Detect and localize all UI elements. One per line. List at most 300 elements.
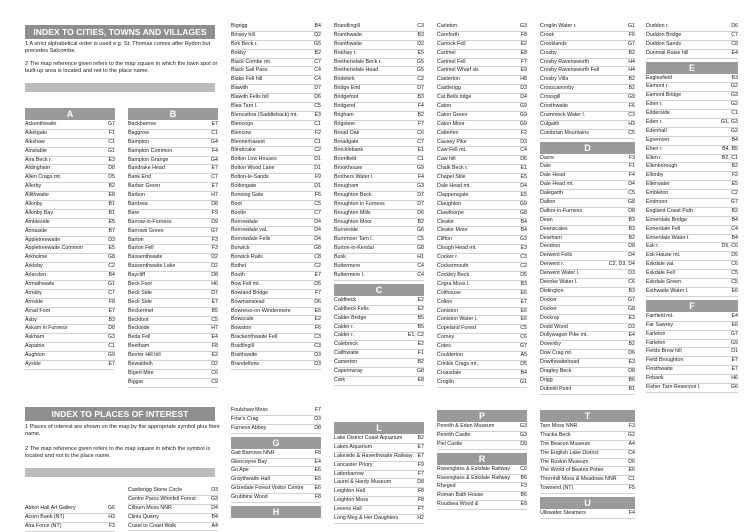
grid-reference: E6	[314, 476, 321, 483]
grid-reference: B2	[628, 49, 635, 56]
index-entry	[231, 94, 321, 103]
index-entry	[334, 488, 424, 497]
grid-reference: E3	[628, 314, 635, 321]
grid-reference: D9	[520, 440, 527, 447]
place-name: Bolton Low Houses	[231, 156, 277, 163]
index-entry	[334, 32, 424, 41]
grid-reference: G1	[627, 23, 635, 29]
grid-reference: G3	[416, 183, 424, 190]
index-entry	[25, 254, 115, 263]
grid-reference: D3	[520, 85, 527, 92]
place-name: Dalton-in-Furness	[540, 207, 583, 214]
grid-reference: C5	[417, 236, 424, 243]
index-entry	[334, 85, 424, 94]
index-entry	[646, 270, 738, 279]
place-name: Firbank	[646, 375, 664, 382]
index-entry	[437, 23, 527, 32]
letter-heading: H	[231, 506, 321, 518]
index-entry	[231, 236, 321, 245]
index-entry	[334, 59, 424, 68]
index-entry	[334, 121, 424, 130]
place-name: Graythwaite Hall	[231, 476, 270, 483]
index-entry	[334, 435, 424, 444]
place-name: Centre Parcs Whinfell Forest	[128, 495, 196, 502]
place-name: Borrowdale	[231, 218, 258, 225]
grid-reference: A4	[628, 440, 635, 447]
index-entry	[437, 466, 527, 475]
grid-reference: C1	[314, 138, 321, 145]
index-entry	[128, 334, 218, 343]
index-entry	[437, 76, 527, 85]
grid-reference: D5	[108, 174, 115, 181]
grid-reference: C3	[314, 343, 321, 350]
grid-reference: G3	[519, 236, 527, 243]
index-entry	[437, 281, 527, 290]
index-entry	[334, 103, 424, 112]
grid-reference: D5	[520, 271, 527, 278]
index-entry	[334, 350, 424, 359]
grid-reference: C3	[417, 23, 424, 29]
place-name: Arrad Foot	[25, 307, 51, 314]
grid-reference: D8	[108, 165, 115, 172]
grid-reference: C6	[520, 465, 527, 472]
index-entry	[25, 157, 115, 166]
grid-reference: E7	[211, 298, 218, 305]
grid-reference: H3	[628, 120, 635, 127]
grid-reference: F8	[108, 298, 115, 305]
place-name: Barbon	[128, 192, 146, 199]
place-name: Field Broughton	[646, 357, 684, 364]
place-name: Broadgate	[334, 138, 359, 145]
grid-reference: C1	[108, 343, 115, 350]
grid-reference: C6	[417, 129, 424, 136]
index-entry	[437, 147, 527, 156]
index-entry	[437, 245, 527, 254]
place-name: Barber Green	[128, 183, 161, 190]
place-name: Allonby Bay	[25, 209, 53, 216]
place-name: Townend (NT)	[540, 485, 574, 492]
place-name: Bewaldeth	[128, 361, 153, 368]
place-name: Borrowdale val.	[231, 227, 268, 234]
grid-reference: E7	[108, 307, 115, 314]
grid-reference: B2	[417, 218, 424, 225]
grid-reference: C6	[520, 334, 527, 341]
place-name: Thacka Beck	[540, 431, 571, 438]
grid-reference: F3	[628, 423, 635, 429]
grid-reference: B4	[520, 218, 527, 225]
index-entry	[334, 165, 424, 174]
grid-reference: D7	[417, 191, 424, 198]
place-name: Bowscale	[231, 316, 254, 323]
grid-reference: E7	[211, 121, 218, 127]
grid-reference: G7	[627, 40, 635, 47]
index-entry	[540, 121, 635, 130]
index-entry	[540, 235, 635, 244]
index-entry	[231, 494, 321, 503]
place-name: Blindcrake	[231, 147, 256, 154]
place-name: Roman Bath House	[437, 492, 484, 499]
grid-reference: B3	[628, 216, 635, 223]
place-name: Carrock Fell	[437, 40, 466, 47]
place-name: Bridekirk	[334, 76, 355, 83]
index-entry	[231, 227, 321, 236]
grid-reference: C4	[731, 225, 738, 232]
grid-reference: H6	[211, 281, 218, 288]
index-entry	[231, 147, 321, 156]
place-name: Bampton	[128, 138, 150, 145]
index-entry	[646, 357, 738, 366]
index-entry	[540, 163, 635, 172]
place-name: Colthouse	[437, 289, 461, 296]
index-entry	[25, 139, 115, 148]
grid-reference: G5	[313, 40, 321, 47]
index-entry	[128, 237, 218, 246]
cities-index-heading: INDEX TO CITIES, TOWNS AND VILLAGES	[25, 25, 215, 39]
place-name: Ravenglass & Eskdale Railway	[437, 465, 511, 472]
place-name: Cleator Moor	[437, 227, 468, 234]
index-entry	[334, 183, 424, 192]
index-entry	[540, 270, 635, 279]
index-entry	[231, 459, 321, 468]
index-entry	[334, 306, 424, 315]
place-name: Bigrigg	[231, 23, 248, 29]
grid-reference: B2	[628, 76, 635, 83]
grid-reference: F4	[628, 510, 635, 517]
place-name: The Ruskin Museum	[540, 458, 589, 465]
grid-reference: D1	[731, 348, 738, 355]
grid-reference: G9	[519, 200, 527, 207]
place-name: Arnaby	[25, 289, 42, 296]
index-entry	[437, 254, 527, 263]
place-name: Bridgefoot	[334, 94, 359, 101]
index-entry	[540, 324, 635, 333]
index-entry	[437, 219, 527, 228]
grid-reference: E2	[417, 305, 424, 312]
interest-note-2: 2 The map reference given refers to the map square in which the symbol is located and not to the place name.	[25, 446, 211, 460]
place-name: Chalk Beck r.	[437, 165, 469, 172]
index-entry	[231, 316, 321, 325]
place-name: Boot	[231, 200, 242, 207]
place-name: Arkholme	[25, 254, 48, 261]
index-entry	[540, 485, 635, 494]
letter-heading: T	[540, 410, 635, 422]
grid-reference: C2	[520, 263, 527, 270]
grid-reference: G3	[730, 92, 738, 99]
index-entry	[646, 128, 738, 137]
grid-reference: E1	[520, 165, 527, 172]
place-name: Dalton	[540, 199, 556, 206]
index-entry	[334, 67, 424, 76]
place-name: Leighton Moss	[334, 497, 369, 504]
index-entry	[334, 479, 424, 488]
grid-reference: G7	[210, 227, 218, 234]
place-name: Bolton Wood Lane	[231, 165, 275, 172]
place-name: Aldingham	[25, 165, 51, 172]
grid-reference: E6	[314, 307, 321, 314]
place-name: Branthwaite	[334, 31, 362, 38]
place-name: Coniston Water l.	[437, 316, 478, 323]
place-name: Cogra Moss l.	[437, 280, 470, 287]
grid-reference: F4	[417, 174, 424, 181]
place-name: Broughton Beck	[334, 191, 372, 198]
grid-reference: B2	[314, 49, 321, 56]
place-name: The World of Beatrix Potter	[540, 467, 604, 474]
place-name: Eskdale Fell	[646, 270, 675, 277]
index-entry	[540, 459, 635, 468]
grid-reference: C6	[211, 369, 218, 376]
index-entry	[231, 85, 321, 94]
index-entry	[540, 432, 635, 441]
place-name: Brathay r.	[334, 49, 357, 56]
grid-reference: B6	[520, 474, 527, 481]
index-entry	[540, 315, 635, 324]
index-entry	[540, 32, 635, 41]
place-name: Borwick Rails	[231, 254, 263, 261]
grid-reference: E6	[314, 467, 321, 474]
grid-reference: D8	[628, 243, 635, 250]
place-name: Clappersgate	[437, 191, 469, 198]
place-name: Crosby Ravensworth	[540, 58, 590, 65]
grid-reference: F8	[314, 449, 321, 456]
index-entry	[128, 210, 218, 219]
grid-reference: D3	[314, 415, 321, 422]
grid-reference: E3	[108, 156, 115, 163]
grid-reference: D4	[628, 252, 635, 259]
grid-reference: C1	[628, 476, 635, 483]
index-entry	[334, 201, 424, 210]
place-name: Lakes Aquarium	[334, 443, 372, 450]
interest-section-divider	[25, 468, 215, 477]
grid-reference: D4	[628, 181, 635, 188]
place-name: Dockray	[540, 314, 560, 321]
grid-reference: F9	[417, 461, 424, 468]
place-name: Dovenby	[540, 341, 561, 348]
place-name: Coulderton	[437, 351, 463, 358]
grid-reference: E7	[520, 298, 527, 305]
grid-reference: G8	[627, 305, 635, 312]
grid-reference: C8	[731, 40, 738, 47]
index-entry	[231, 352, 321, 361]
place-name: Baycliff	[128, 272, 145, 279]
index-entry	[231, 67, 321, 76]
grid-reference: B3	[417, 31, 424, 38]
place-name: Clawthorpe	[437, 209, 464, 216]
index-entry	[334, 23, 424, 32]
index-entry	[437, 50, 527, 59]
index-entry	[334, 254, 424, 263]
grid-reference: B3	[417, 94, 424, 101]
place-name: Eden r.	[646, 119, 663, 126]
place-name: Barrows Green	[128, 227, 164, 234]
index-entry	[646, 83, 738, 92]
letter-heading: C	[334, 284, 424, 296]
grid-reference: E7	[731, 357, 738, 364]
place-name: Beck Foot	[128, 281, 152, 288]
place-name: Cocker r.	[437, 254, 459, 261]
grid-reference: B3	[108, 316, 115, 323]
index-entry	[540, 76, 635, 85]
index-entry	[25, 165, 115, 174]
place-name: Allerby	[25, 183, 42, 190]
grid-reference: C9	[211, 378, 218, 385]
index-entry	[334, 497, 424, 506]
place-name: Blake Fell hill	[231, 76, 263, 83]
grid-reference: F9	[211, 209, 218, 216]
place-name: Ackenthwaite	[25, 121, 57, 127]
index-entry	[231, 50, 321, 59]
place-name: Barton	[128, 236, 144, 243]
place-name: Askham	[25, 334, 45, 341]
grid-reference: F2	[731, 172, 738, 179]
index-entry	[540, 377, 635, 386]
index-entry	[646, 235, 738, 244]
index-entry	[646, 384, 738, 393]
index-entry	[540, 181, 635, 190]
place-name: Aira Beck r.	[25, 156, 53, 163]
index-entry	[231, 485, 321, 494]
place-name: Dow Crag mt.	[540, 350, 573, 357]
place-name: Foulshaw Moss	[231, 407, 268, 413]
index-entry	[334, 50, 424, 59]
index-entry	[231, 416, 321, 425]
place-name: Brigham	[334, 111, 354, 118]
cities-note-1: 1 A strict alphabetical order is used e.g. St. Thomas comes after Rydon but precedes Salcombe.	[25, 41, 211, 55]
index-entry	[646, 155, 738, 164]
place-name: Caw hill	[437, 156, 456, 163]
grid-reference: B6	[520, 492, 527, 499]
place-name: Buttermere	[334, 263, 361, 270]
grid-reference: F1	[108, 129, 115, 136]
index-entry	[25, 183, 115, 192]
place-name: Devoke Water l.	[540, 279, 578, 286]
place-name: Burton-in-Kendal	[334, 245, 374, 252]
index-entry	[128, 317, 218, 326]
grid-reference: D6	[731, 23, 738, 29]
index-entry	[540, 359, 635, 368]
place-name: Aira Force (NT)	[25, 522, 62, 529]
grid-reference: G3	[210, 495, 218, 502]
index-entry	[540, 288, 635, 297]
place-name: Broughton Moor	[334, 218, 372, 225]
grid-reference: C3	[628, 111, 635, 118]
place-name: Beckfoot	[128, 316, 149, 323]
grid-reference: D1	[314, 156, 321, 163]
place-name: Allen Crags mt.	[25, 174, 62, 181]
grid-reference: F7	[520, 58, 527, 65]
place-name: Biggar	[128, 378, 144, 385]
grid-reference: B5	[417, 314, 424, 321]
grid-reference: B3	[731, 74, 738, 81]
place-name: Barrow-in-Furness	[128, 218, 172, 225]
grid-reference: C5	[628, 190, 635, 197]
index-entry	[231, 263, 321, 272]
index-entry	[437, 308, 527, 317]
place-name: Asby	[25, 316, 37, 323]
grid-reference: E2	[417, 341, 424, 348]
place-name: Endmoor	[646, 199, 668, 206]
index-entry	[540, 441, 635, 450]
place-name: Dale Head mt.	[437, 183, 471, 190]
grid-reference: D2	[417, 40, 424, 47]
place-name: Distington	[540, 287, 564, 294]
grid-reference: G6	[416, 227, 424, 234]
interest-note-1: 1 Places of interest are shown on the map by the appropriate symbol plus their name.	[25, 424, 220, 438]
place-name: Bank End	[128, 174, 151, 181]
index-entry	[128, 219, 218, 228]
grid-reference: F7	[417, 120, 424, 127]
place-name: Dalegarth	[540, 190, 563, 197]
letter-heading: B	[128, 108, 218, 120]
place-name: Gait Barrows NNR	[231, 449, 275, 456]
index-entry	[646, 75, 738, 84]
place-name: Calthwaite	[334, 350, 359, 357]
grid-reference: G2	[627, 431, 635, 438]
grid-reference: D5	[520, 360, 527, 367]
grid-reference: B1	[108, 201, 115, 208]
index-entry	[128, 272, 218, 281]
grid-reference: F4	[417, 103, 424, 110]
place-name: England Coast Path	[646, 207, 694, 214]
index-entry	[437, 85, 527, 94]
index-entry	[646, 146, 738, 155]
grid-reference: B4	[108, 272, 115, 279]
index-entry	[334, 377, 424, 386]
index-entry	[646, 288, 738, 297]
place-name: Egremont	[646, 136, 669, 143]
interest-column	[334, 419, 424, 524]
index-entry	[540, 297, 635, 306]
grid-reference: D4	[520, 183, 527, 190]
grid-reference: D2	[211, 361, 218, 368]
grid-reference: B4	[314, 23, 321, 29]
place-name: Ellenborough	[646, 163, 678, 170]
grid-reference: F7	[417, 506, 424, 513]
index-entry	[231, 334, 321, 343]
index-entry	[25, 237, 115, 246]
place-name: Berrier Hill hill	[128, 352, 161, 359]
grid-reference: F6	[314, 191, 321, 198]
grid-reference: G1, G3	[720, 119, 738, 126]
place-name: Abbot Hall Art Gallery	[25, 505, 76, 511]
index-entry	[540, 23, 635, 32]
index-entry	[128, 165, 218, 174]
index-entry	[437, 112, 527, 121]
place-name: Blencow	[231, 129, 252, 136]
index-entry	[231, 59, 321, 68]
index-entry	[646, 243, 738, 252]
place-name: Crosscanonby	[540, 85, 574, 92]
index-entry	[231, 192, 321, 201]
place-name: Bampton Common	[128, 147, 173, 154]
place-name: Aiketgate	[25, 129, 48, 136]
letter-heading: U	[540, 497, 635, 509]
place-name: Dacre	[540, 154, 555, 161]
grid-reference: E1, C2	[407, 332, 424, 339]
place-name: Long Meg & Her Daughters	[334, 515, 399, 522]
place-name: Bowland Bridge	[231, 289, 269, 296]
letter-heading: R	[437, 453, 527, 465]
grid-reference: F8	[520, 31, 527, 38]
grid-reference: E6	[731, 321, 738, 328]
index-entry	[540, 341, 635, 350]
place-name: Cockley Beck	[437, 271, 470, 278]
index-entry	[646, 101, 738, 110]
grid-reference: E7	[108, 361, 115, 368]
cities-column	[646, 23, 738, 393]
place-name: Birkby	[231, 49, 246, 56]
index-entry	[334, 515, 424, 524]
grid-reference: D4	[211, 504, 218, 511]
